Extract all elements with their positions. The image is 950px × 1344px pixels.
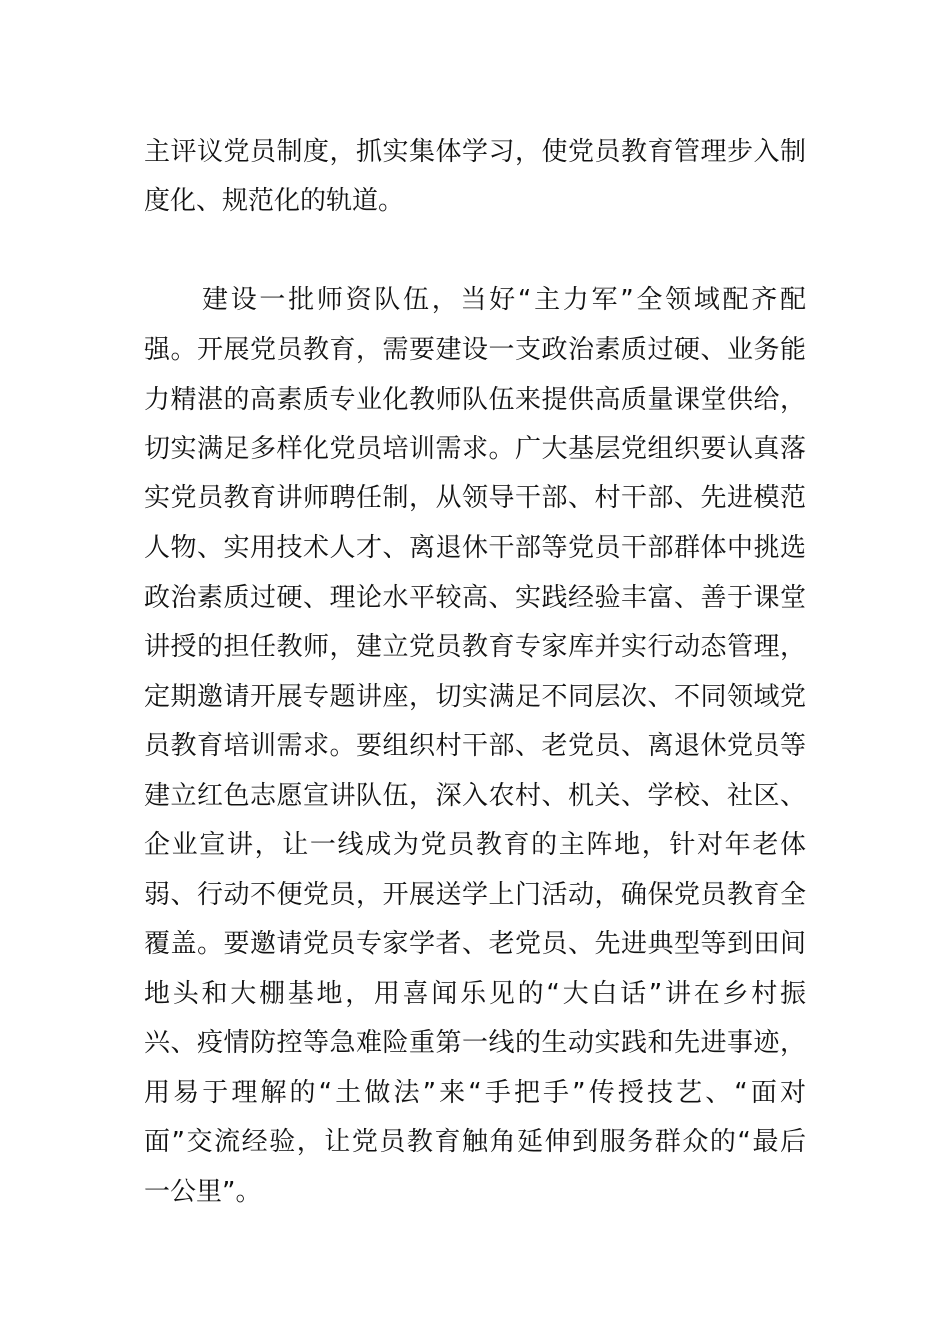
paragraph-1-line-2: 度化、规范化的轨道。	[144, 186, 405, 216]
paragraph-2-line-12: 企业宣讲，让一线成为党员教育的主阵地，针对年老体	[144, 830, 806, 860]
paragraph-2-line-19: 一公里”。	[144, 1177, 262, 1207]
paragraph-2-line-8: 讲授的担任教师，建立党员教育专家库并实行动态管理，	[144, 632, 806, 662]
paragraph-2-line-2: 强。开展党员教育，需要建设一支政治素质过硬、业务能	[144, 335, 806, 365]
paragraph-2-line-4: 切实满足多样化党员培训需求。广大基层党组织要认真落	[144, 434, 806, 464]
paragraph-2-line-6: 人物、实用技术人才、离退休干部等党员干部群体中挑选	[144, 533, 806, 563]
paragraph-2-line-5: 实党员教育讲师聘任制，从领导干部、村干部、先进模范	[144, 483, 806, 513]
paragraph-2-line-17: 用易于理解的“土做法”来“手把手”传授技艺、“面对	[144, 1078, 806, 1108]
paragraph-2-line-1: 建设一批师资队伍，当好“主力军”全领域配齐配	[202, 285, 806, 315]
paragraph-2-line-14: 覆盖。要邀请党员专家学者、老党员、先进典型等到田间	[144, 929, 806, 959]
paragraph-1-line-1: 主评议党员制度，抓实集体学习，使党员教育管理步入制	[144, 137, 806, 167]
paragraph-2-line-13: 弱、行动不便党员，开展送学上门活动，确保党员教育全	[144, 880, 806, 910]
paragraph-2-line-11: 建立红色志愿宣讲队伍，深入农村、机关、学校、社区、	[144, 781, 806, 811]
paragraph-2-line-18: 面”交流经验，让党员教育触角延伸到服务群众的“最后	[144, 1127, 806, 1157]
paragraph-2-line-9: 定期邀请开展专题讲座，切实满足不同层次、不同领域党	[144, 682, 806, 712]
paragraph-2-line-7: 政治素质过硬、理论水平较高、实践经验丰富、善于课堂	[144, 583, 806, 613]
paragraph-2-line-10: 员教育培训需求。要组织村干部、老党员、离退休党员等	[144, 731, 806, 761]
paragraph-2-line-15: 地头和大棚基地，用喜闻乐见的“大白话”讲在乡村振	[144, 979, 806, 1009]
paragraph-2-line-16: 兴、疫情防控等急难险重第一线的生动实践和先进事迹，	[144, 1028, 806, 1058]
paragraph-2-line-3: 力精湛的高素质专业化教师队伍来提供高质量课堂供给，	[144, 385, 806, 415]
